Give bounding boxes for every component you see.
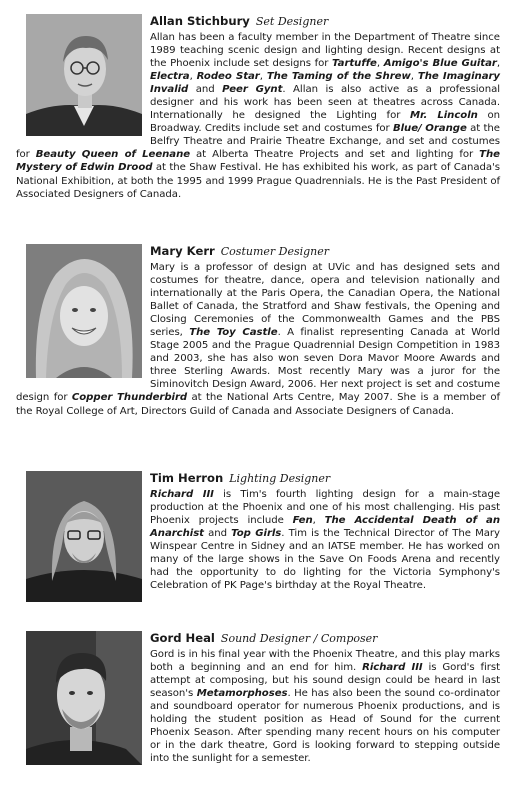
bio-text-segment: . A finalist representing Canada at World Stage 2005 and the Prague Quadrennial Design Competition in 1983 and 2003, she has also won seven Dora Mavor Moore Awards and three Sterling Awards. Most recently Mary was a juror for the Siminovitch Design Award, 2006. Her next project is set and costume design for — [16, 327, 500, 404]
bio-text-segment: at the National Arts Centre, May 2007. She is a member of the Royal College of Art, Directors Guild of Canada and Associate Designers of Canada. — [16, 392, 500, 417]
bio-text-segment: at the Shaw Festival. He has exhibited his work, as part of Canada's National Exhibition, at both the 1995 and 1999 Prague Quadrennials. He is the Past President of Associated Designers of Canada. — [16, 162, 500, 200]
bio-text-segment: , — [312, 515, 325, 527]
bio-text-segment: . Tim is the Technical Director of The Mary Winspear Centre in Sidney and an IATSE member. He has worked on many of the large shows in the Save On Foods Arena and recently had the opportunity to do lighting for the Victoria Symphony's Celebration of PK Page's birthday at the Royal Theatre. — [150, 528, 500, 592]
bio-text-segment: . He has also been the sound co-ordinator and soundboard operator for numerous Phoenix productions, and is holding the student position as Head of Sound for the current Phoenix Season. After spending many recent hours on his computer or in the dark theatre, Gord is looking forward to stepping outside into the sunlight for a semester. — [150, 688, 500, 765]
bio-role: Sound Designer / Composer — [220, 632, 378, 645]
production-title: The Imaginary Invalid — [150, 71, 500, 96]
production-title: Blue/ Orange — [392, 123, 467, 135]
bio-text-segment: and — [188, 84, 223, 96]
production-title: Metamorphoses — [196, 688, 288, 700]
photo-allan-stichbury — [26, 14, 142, 136]
bio-role: Set Designer — [255, 15, 329, 28]
bio-text-segment: at the Belfry Theatre and Prairie Theatre Exchange, and set and costumes for — [16, 123, 500, 161]
production-title: Electra — [150, 71, 190, 83]
bio-text-segment: , — [410, 71, 418, 83]
production-title: Richard III — [150, 489, 214, 500]
photo-gord-heal — [26, 631, 142, 765]
bio-text-segment: , — [496, 58, 500, 70]
bio-text-segment: is Gord's first attempt at composing, but his sound design could be heard in last season's — [150, 662, 500, 700]
bio-text-segment: Gord is in his final year with the Phoenix Theatre, and this play marks both a beginning and an end for him. — [150, 649, 500, 674]
bio-text-segment: . Allan is also active as a professional designer and his work has been seen at theatres across Canada. Internationally he designed the Lighting for — [150, 84, 500, 122]
portrait-young-man-icon — [26, 631, 142, 765]
portrait-man-long-hair-icon — [26, 471, 142, 602]
portrait-man-glasses-icon — [26, 14, 142, 136]
bio-text-segment: Allan has been a faculty member in the Department of Theatre since 1989 teaching scenic design and lighting design. Recent designs at the Phoenix include set designs for — [150, 32, 500, 70]
bio-name: Gord Heal — [150, 631, 215, 645]
bio-text-segment: and — [203, 528, 232, 540]
bio-text-segment: on Broadway. Credits include set and costumes for — [150, 110, 500, 135]
bio-text-segment: at Alberta Theatre Projects and set and lighting for — [190, 149, 480, 161]
production-title: Fen — [292, 515, 313, 527]
production-title: Amigo's Blue Guitar — [383, 58, 497, 70]
production-title: Beauty Queen of Leenane — [35, 149, 191, 161]
production-title: Rodeo Star — [196, 71, 260, 83]
bio-name: Mary Kerr — [150, 244, 215, 258]
bio-role: Costumer Designer — [220, 245, 330, 258]
photo-mary-kerr — [26, 244, 142, 378]
bio-text-segment: , — [189, 71, 197, 83]
production-title: Richard III — [362, 662, 423, 674]
production-title: The Mystery of Edwin Drood — [16, 149, 500, 174]
bio-name: Allan Stichbury — [150, 14, 250, 28]
bio-role: Lighting Designer — [229, 472, 331, 485]
bio-text-segment: is Tim's fourth lighting design for a main-stage production at the Phoenix and one of his most challenging. His past Phoenix projects include — [150, 489, 501, 527]
bio-name: Tim Herron — [150, 471, 224, 485]
bio-text-segment: , — [259, 71, 267, 83]
bio-text-segment: Mary is a professor of design at UVic and has designed sets and costumes for theatre, dance, opera and television nationally and internationally at the Paris Opera, the Canadian Opera, the National Ballet of Canada, the Stratford and Shaw festivals, the Opening and Closing Ceremonies of the Commonwealth Games and the PBS series, — [150, 262, 500, 339]
production-title: The Toy Castle — [189, 327, 278, 339]
portrait-woman-smiling-icon — [26, 244, 142, 378]
production-title: Mr. Lincoln — [410, 110, 478, 122]
production-title: Tartuffe — [332, 58, 377, 70]
bio-tim-herron — [16, 471, 500, 604]
bio-text-segment: , — [376, 58, 384, 70]
production-title: The Accidental Death of an Anarchist — [150, 515, 500, 540]
production-title: Peer Gynt — [222, 84, 283, 96]
production-title: The Taming of the Shrew — [266, 71, 411, 83]
photo-tim-herron — [26, 471, 142, 602]
production-title: Top Girls — [231, 528, 282, 540]
production-title: Copper Thunderbird — [71, 392, 188, 404]
bio-mary-kerr — [16, 244, 500, 418]
bio-gord-heal — [16, 631, 500, 767]
bio-allan-stichbury — [16, 14, 500, 201]
